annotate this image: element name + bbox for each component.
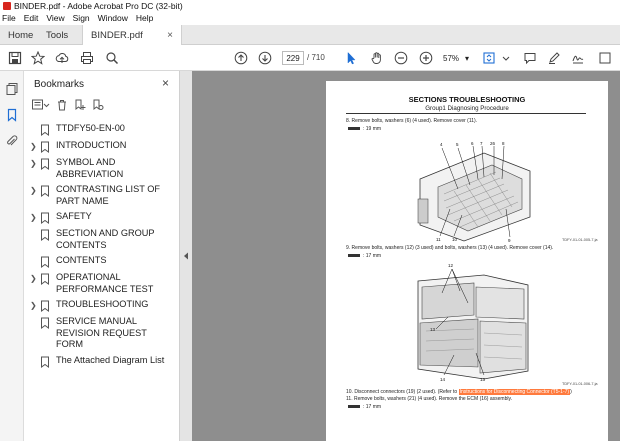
bookmarks-panel (24, 71, 180, 441)
page-thumbnails-icon[interactable] (4, 81, 20, 97)
tab-tools[interactable]: Tools (46, 29, 69, 41)
menu-view[interactable]: View (46, 13, 65, 23)
header-rule (346, 113, 586, 114)
bookmark-item[interactable] (24, 123, 180, 136)
tab-bar (0, 25, 620, 45)
step-10-prefix: 10. Disconnect connectors (19) (2 used). (Refer to (346, 389, 458, 395)
fig1-callout: 4 (440, 142, 443, 147)
bookmark-icon (40, 356, 50, 368)
step-8-tool (348, 126, 381, 132)
wrench-icon (348, 127, 360, 130)
fig1-callout: 5 (456, 142, 459, 147)
acrobat-app-icon (3, 2, 11, 10)
fit-page-icon[interactable] (480, 49, 498, 67)
bookmark-icon (40, 212, 50, 224)
window-title: BINDER.pdf - Adobe Acrobat Pro DC (32-bit) (14, 1, 183, 11)
bookmark-icon (40, 124, 50, 136)
menu-edit[interactable]: Edit (23, 13, 39, 23)
chevron-right-icon[interactable]: ❯ (30, 142, 37, 151)
bookmark-properties-icon[interactable] (92, 99, 104, 113)
pdf-page (326, 81, 608, 441)
bookmark-item[interactable] (24, 228, 180, 251)
bookmark-item[interactable] (24, 355, 180, 368)
zoom-level-dropdown[interactable] (441, 51, 471, 65)
toolbar (0, 45, 620, 71)
chevron-right-icon[interactable]: ❯ (30, 213, 37, 222)
delete-bookmark-icon[interactable] (56, 99, 68, 113)
print-icon[interactable] (78, 49, 96, 67)
bookmark-item[interactable] (24, 316, 180, 351)
bookmark-icon (40, 273, 50, 285)
bookmark-label: SERVICE MANUAL REVISION REQUEST FORM (56, 316, 147, 349)
new-bookmark-icon[interactable] (74, 99, 86, 113)
attachments-icon[interactable] (4, 133, 20, 149)
step-10-suffix: ) (570, 389, 572, 395)
bookmark-label: SAFETY (56, 211, 92, 221)
step-8-text: 8. Remove bolts, washers (6) (4 used). Remove cover (11). (346, 118, 478, 124)
menu-window[interactable]: Window (97, 13, 128, 23)
bookmark-list (24, 123, 180, 372)
chevron-down-icon: ▾ (464, 53, 469, 63)
page-section-header: SECTIONS TROUBLESHOOTING (408, 95, 526, 104)
upload-cloud-icon[interactable] (53, 49, 71, 67)
step-9-tool-size: : 17 mm (363, 253, 382, 259)
fig1-callout: 7 (480, 141, 483, 146)
document-view[interactable] (192, 71, 620, 441)
tab-close-button[interactable]: × (167, 29, 173, 41)
select-cursor-icon[interactable] (342, 49, 360, 67)
page-number-input[interactable]: 229 (282, 51, 304, 65)
chevron-right-icon[interactable]: ❯ (30, 159, 37, 168)
collapse-panel-icon[interactable] (183, 252, 189, 260)
fig1-callout: 10 (452, 237, 458, 242)
bookmark-item[interactable] (24, 184, 180, 207)
bookmark-item[interactable] (24, 157, 180, 180)
figure-2-caption: TDFY-01-01-006-7.ja (562, 382, 598, 386)
zoom-in-icon[interactable] (417, 49, 435, 67)
hand-tool-icon[interactable] (368, 49, 386, 67)
comment-icon[interactable] (521, 49, 539, 67)
bookmark-icon (40, 256, 50, 268)
menu-sign[interactable]: Sign (72, 13, 90, 23)
view-options-caret-icon[interactable] (497, 49, 515, 67)
menu-help[interactable]: Help (135, 13, 154, 23)
fig2-callout: 14 (440, 377, 446, 382)
bookmark-icon (40, 158, 50, 170)
bookmark-icon (40, 300, 50, 312)
bookmark-icon (40, 317, 50, 329)
bookmark-icon (40, 229, 50, 241)
step-10-link[interactable]: Instructions for Disconnecting Connector (T5-1-7) (459, 389, 570, 395)
fig1-callout: 8 (502, 141, 505, 146)
bookmark-item[interactable] (24, 272, 180, 295)
chevron-right-icon[interactable]: ❯ (30, 186, 37, 195)
previous-page-icon[interactable] (232, 49, 250, 67)
search-icon[interactable] (103, 49, 121, 67)
bookmark-label: SECTION AND GROUP CONTENTS (56, 228, 155, 250)
zoom-out-icon[interactable] (392, 49, 410, 67)
step-11-tool (348, 404, 381, 410)
panel-splitter[interactable] (180, 71, 192, 441)
bookmarks-title: Bookmarks (34, 79, 85, 90)
navigation-rail (0, 71, 24, 441)
bookmark-star-icon[interactable] (29, 49, 47, 67)
bookmark-label: CONTRASTING LIST OF PART NAME (56, 184, 160, 206)
bookmark-label: OPERATIONAL PERFORMANCE TEST (56, 272, 154, 294)
page-total (307, 53, 325, 62)
figure-1-diagram (414, 139, 536, 243)
bookmark-item[interactable] (24, 140, 180, 153)
zoom-level-value: 57% (443, 53, 460, 63)
chevron-right-icon[interactable]: ❯ (30, 274, 37, 283)
fig1-callout: 9 (508, 238, 511, 243)
bookmark-label: The Attached Diagram List (56, 354, 165, 365)
bookmark-icon (40, 141, 50, 153)
fig1-callout: 6 (471, 141, 474, 146)
fig2-callout: 13 (430, 327, 436, 332)
wrench-icon (348, 254, 360, 257)
title-bar (0, 0, 620, 12)
chevron-right-icon[interactable]: ❯ (30, 301, 37, 310)
close-panel-button[interactable]: × (162, 76, 170, 90)
step-8-tool-size: : 19 mm (363, 126, 382, 132)
share-icon[interactable] (596, 49, 614, 67)
highlight-pen-icon[interactable] (545, 49, 563, 67)
total-pages: 710 (311, 53, 325, 62)
figure-1-caption: TDFY-01-01-005-7.ja (562, 238, 598, 242)
menu-bar (0, 12, 620, 24)
bookmarks-toolbar (32, 99, 104, 113)
bookmark-item[interactable] (24, 255, 180, 268)
page-separator: / (307, 53, 310, 62)
bookmark-label: INTRODUCTION (56, 140, 127, 150)
fig2-callout: 12 (448, 263, 454, 268)
tab-document-label: BINDER.pdf (91, 29, 143, 41)
page-group-header: Group1 Diagnosing Procedure (425, 105, 509, 112)
tab-home[interactable]: Home (8, 29, 34, 41)
bookmark-label: TTDFY50-EN-00 (56, 123, 125, 133)
step-9-tool (348, 253, 381, 259)
bookmark-item[interactable] (24, 299, 180, 312)
bookmark-item[interactable] (24, 211, 180, 224)
sign-icon[interactable] (569, 49, 587, 67)
fig2-callout: 13 (480, 377, 486, 382)
step-10-text (346, 389, 572, 395)
tab-document[interactable] (82, 25, 182, 45)
step-11-tool-size: : 17 mm (363, 404, 382, 410)
step-11-text: 11. Remove bolts, washers (21) (4 used). Remove the ECM (16) assembly. (346, 396, 512, 402)
fig1-callout: 26 (490, 141, 496, 146)
save-icon[interactable] (6, 49, 24, 67)
wrench-icon (348, 405, 360, 408)
menu-file[interactable]: File (2, 13, 16, 23)
figure-2-diagram (414, 259, 532, 383)
bookmark-label: SYMBOL AND ABBREVIATION (56, 157, 124, 179)
bookmark-label: TROUBLESHOOTING (56, 299, 149, 309)
bookmark-label: CONTENTS (56, 255, 107, 265)
bookmarks-panel-icon[interactable] (4, 107, 20, 123)
step-9-text: 9. Remove bolts, washers (12) (3 used) and bolts, washers (13) (4 used). Remove cover (14). (346, 245, 554, 251)
bookmark-icon (40, 185, 50, 197)
next-page-icon[interactable] (256, 49, 274, 67)
bookmark-options-icon[interactable] (32, 99, 50, 113)
fig1-callout: 11 (436, 237, 441, 242)
